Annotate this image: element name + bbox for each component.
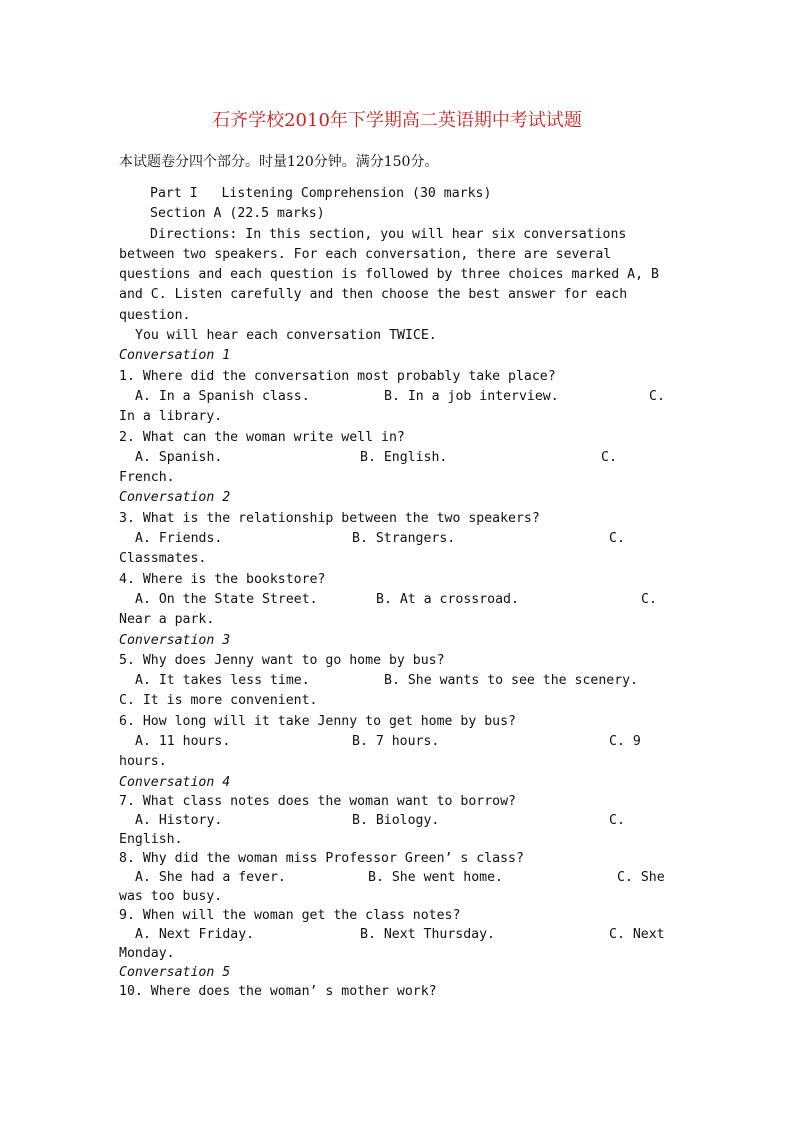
conversation-heading: Conversation 5 [119, 964, 231, 980]
option-continuation: Classmates. [119, 551, 207, 567]
question-text: 6. How long will it take Jenny to get home by bus? [119, 713, 516, 729]
option-b: B. She went home. [368, 869, 503, 885]
answer-options [119, 529, 679, 549]
conversation-heading: Conversation 2 [119, 490, 231, 506]
conversation-heading: Conversation 3 [119, 632, 231, 648]
directions-line: Directions: In this section, you will hear six conversations [150, 226, 627, 242]
conversation-heading: Conversation 4 [119, 774, 231, 790]
option-a: A. Next Friday. [135, 926, 255, 942]
option-c: C. [641, 591, 657, 607]
directions-line: question. [119, 307, 191, 323]
question-text: 7. What class notes does the woman want to borrow? [119, 793, 516, 809]
option-a: A. History. [135, 812, 223, 828]
option-b: B. In a job interview. [384, 388, 559, 404]
option-continuation: In a library. [119, 409, 223, 425]
answer-options [119, 671, 679, 691]
option-b: B. Strangers. [352, 531, 456, 547]
question-text: 9. When will the woman get the class notes? [119, 907, 461, 923]
question-text: 4. Where is the bookstore? [119, 571, 326, 587]
option-continuation: French. [119, 470, 175, 486]
option-c: C. [609, 812, 625, 828]
option-a: A. 11 hours. [135, 734, 231, 750]
option-b: B. 7 hours. [352, 734, 440, 750]
question-text: 3. What is the relationship between the two speakers? [119, 510, 540, 526]
directions-line: between two speakers. For each conversation, there are several [119, 246, 612, 262]
option-b: B. Next Thursday. [360, 926, 495, 942]
option-b: B. English. [360, 449, 448, 465]
option-c: C. [609, 531, 625, 547]
answer-options [119, 811, 679, 830]
option-a: A. In a Spanish class. [135, 388, 310, 404]
option-continuation: hours. [119, 754, 167, 770]
option-c: C. Next [609, 926, 665, 942]
option-c: C. [601, 449, 617, 465]
answer-options [119, 448, 679, 468]
answer-options [119, 868, 679, 887]
option-continuation: Near a park. [119, 612, 215, 628]
directions-line: questions and each question is followed by three choices marked A, B [119, 267, 659, 283]
option-b: B. She wants to see the scenery. [384, 673, 639, 689]
option-c: C. [649, 388, 665, 404]
option-b: B. At a crossroad. [376, 591, 519, 607]
option-a: A. Spanish. [135, 449, 223, 465]
directions-line: and C. Listen carefully and then choose the best answer for each [119, 287, 628, 303]
question-text: 10. Where does the woman’ s mother work? [119, 983, 437, 999]
question-text: 5. Why does Jenny want to go home by bus? [119, 652, 445, 668]
answer-options [119, 732, 679, 752]
section-heading: Section A (22.5 marks) [150, 206, 325, 222]
option-a: A. She had a fever. [135, 869, 286, 885]
part-heading: Part I Listening Comprehension (30 marks) [150, 186, 492, 201]
option-a: A. On the State Street. [135, 591, 318, 607]
question-text: 2. What can the woman write well in? [119, 429, 405, 445]
option-c: C. 9 [609, 734, 641, 750]
conversation-heading: Conversation 1 [119, 348, 231, 364]
option-a: A. It takes less time. [135, 673, 310, 689]
option-continuation: English. [119, 831, 183, 847]
option-continuation: C. It is more convenient. [119, 693, 318, 709]
listening-section [119, 184, 679, 1001]
twice-note: You will hear each conversation TWICE. [135, 328, 437, 344]
option-continuation: was too busy. [119, 888, 223, 904]
answer-options [119, 590, 679, 610]
option-continuation: Monday. [119, 945, 175, 961]
exam-intro: 本试题卷分四个部分。时量120分钟。满分150分。 [119, 154, 439, 170]
option-c: C. She [617, 869, 665, 885]
page-title: 石齐学校2010年下学期高二英语期中考试试题 [212, 110, 582, 131]
option-b: B. Biology. [352, 812, 440, 828]
option-a: A. Friends. [135, 531, 223, 547]
answer-options [119, 387, 679, 407]
question-text: 1. Where did the conversation most probably take place? [119, 368, 556, 384]
answer-options [119, 925, 679, 944]
question-text: 8. Why did the woman miss Professor Green’ s class? [119, 850, 524, 866]
